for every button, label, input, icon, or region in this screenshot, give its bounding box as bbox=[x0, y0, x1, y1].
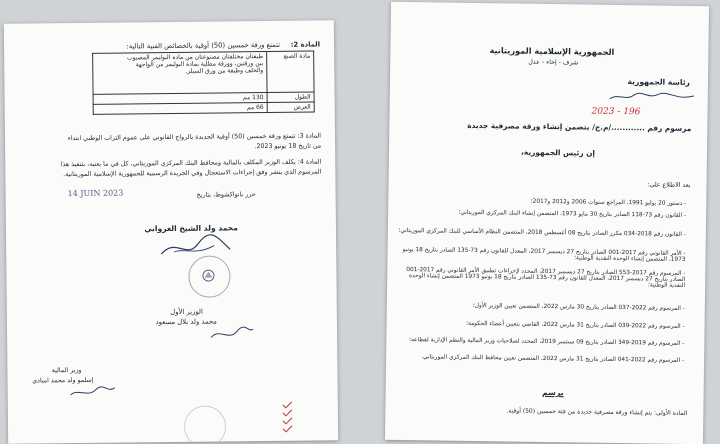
handwritten-note-icon bbox=[608, 89, 698, 106]
article-4-line: المرسوم الذي ينشر وفق إجراءات الاستعجال وفي الجريدة الرسمية للجمهورية الإسلامية الموريتانية. bbox=[63, 168, 322, 179]
finance-name: إسلمو ولد محمد امبادي bbox=[32, 376, 94, 385]
finance-title: وزير المالية bbox=[51, 366, 82, 375]
president-name: محمد ولد الشيخ الغزواني bbox=[144, 223, 239, 234]
finance-signature-icon bbox=[68, 385, 118, 402]
spec-value-line: بين ورقتين، وورقة مطلية بمادة البوليمر من الواجهة bbox=[135, 60, 264, 69]
president-heading: إن رئيس الجمهورية، bbox=[521, 147, 596, 158]
spec-value bbox=[93, 51, 267, 94]
president-signature-icon bbox=[156, 231, 236, 262]
country-name: الجمهورية الإسلامية الموريتانية bbox=[489, 45, 615, 57]
after-review: بعد الاطلاع على: bbox=[647, 181, 691, 190]
seal-stamp-icon bbox=[184, 405, 226, 443]
decree-title: مرسوم رقم ............/م.ج/ يتضمن إنشاء ورقة مصرفية جديدة bbox=[467, 120, 692, 134]
legal-consideration: - المرسوم رقم 2022-037 الصادر بتاريخ 30 مارس 2022، المتضمن تعيين الوزير الأول؛ bbox=[472, 302, 685, 312]
spec-value: 66 مم bbox=[93, 102, 267, 114]
legal-consideration: - دستور 20 يوليو 1991، المراجع سنوات 2006 و2012 و2017؛ bbox=[530, 198, 687, 207]
legal-consideration: - المرسوم رقم 2019-349 الصادر بتاريخ 09 سبتمبر 2019، المحدد لصلاحيات وزير المالية والنظم الإدارية لقطاعه؛ bbox=[409, 337, 685, 347]
spec-label: مادة الصنع bbox=[267, 51, 314, 92]
technical-specs-table bbox=[92, 50, 315, 114]
decrees-heading: يرسم bbox=[542, 387, 564, 398]
legal-consideration: - المرسوم رقم 2022-039 الصادر بتاريخ 31 مارس 2022، القاضي بتعيين أعضاء الحكومة؛ bbox=[466, 320, 685, 330]
decree-page-2 bbox=[4, 20, 338, 443]
article-2-title: المادة 2: bbox=[290, 40, 321, 49]
marginal-checkmarks-icon bbox=[280, 401, 304, 435]
pm-name: محمد ولد بلال مسعود bbox=[155, 317, 217, 327]
spec-value: 130 مم bbox=[93, 92, 267, 104]
table-row bbox=[93, 102, 314, 114]
spec-value-line: والخلف وطبقة من ورق السيلز. bbox=[185, 67, 264, 75]
decree-page-1 bbox=[385, 2, 709, 444]
pm-signature-icon bbox=[207, 325, 257, 344]
legal-consideration: - المرسوم رقم 2022-041 الصادر بتاريخ 31 مارس 2022، المتضمن تعيين محافظ البنك المركزي الموريتاني. bbox=[421, 354, 685, 364]
spec-value-line: طبقتان مختلفتان مصنوعتان من مادة البوليمر المصبوب bbox=[126, 53, 264, 62]
article-4-line: المادة 4: يكلف الوزير المكلف بالمالية ومحافظ البنك المركزي الموريتاني، كل في ما يعنيه، بتنفيذ هذا bbox=[60, 158, 322, 169]
article-2-text: تتمتع ورقة خمسين (50) أوقية بالخصائص الفنية التالية: bbox=[126, 40, 281, 51]
place-date: حرر بانواكشوط، بتاريخ bbox=[196, 191, 256, 199]
article-3-line: المادة 3: تتمتع ورقة خمسين (50) أوقية الجديدة بالرواج القانوني على عموم التراب الوطني ابتداء bbox=[67, 132, 322, 143]
presidency: رئاسة الجمهورية bbox=[627, 77, 691, 87]
article-3-line: من تاريخ 18 يونيو 2023. bbox=[254, 142, 322, 151]
table-row bbox=[93, 51, 314, 94]
handwritten-reference: 2023 - 196 bbox=[591, 106, 641, 118]
national-motto: شرف - إخاء - عدل bbox=[528, 58, 579, 67]
spec-label: الطول bbox=[267, 92, 314, 102]
pm-title: الوزير الأول bbox=[170, 307, 203, 317]
legal-consideration: - القانون رقم 2018-034 مكرر الصادر بتاريخ 08 أغسطس 2018، المتضمن النظام الأساسي للبنك المركزي الموريتاني؛ bbox=[398, 227, 686, 238]
emblem-icon bbox=[201, 269, 215, 283]
legal-consideration: - الأمر القانوني رقم 2017-001 الصادر بتاريخ 27 ديسمبر 2017، المعدل للقانون رقم 73-135 الصادر بتاريخ 18 يونيو 1973، المتضمن إنشاء الوحدة النقدية الوطنية؛ bbox=[402, 246, 686, 263]
article-1: المادة الأولى: يتم إنشاء ورقة مصرفية جديدة من فئة خمسين (50) أوقية. bbox=[506, 407, 688, 417]
legal-consideration: - المرسوم رقم 2017-553 الصادر بتاريخ 27 ديسمبر 2017، المحدد لإجراءات تطبيق الأمر القانوني رقم 2017-001 الصادر بتاريخ 27 ديسمبر 2017، المعدل للقانون رقم 73-135 الصادر بتاريخ 18 يونيو 1973 المتضمن إنشاء الوحدة النقدية الوطنية؛ bbox=[406, 267, 686, 289]
legal-consideration: - القانون رقم 73-118 الصادر بتاريخ 30 مايو 1973، المتضمن إنشاء البنك المركزي الموريتاني؛ bbox=[458, 209, 687, 219]
date-stamp: 14 JUIN 2023 bbox=[67, 188, 124, 199]
spec-label: العرض bbox=[267, 102, 314, 112]
